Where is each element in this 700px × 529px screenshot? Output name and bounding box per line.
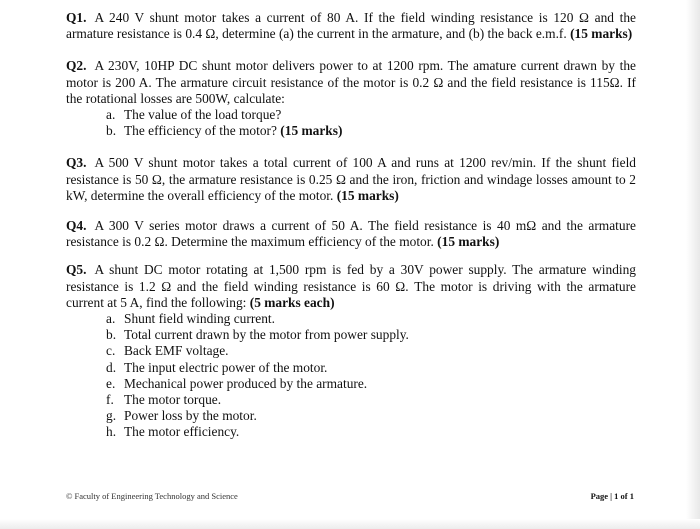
question-2-marks: (15 marks) [280,123,343,139]
list-item: b. The efficiency of the motor? (15 marks) [106,123,343,139]
footer-institution: © Faculty of Engineering Technology and Science [66,491,238,501]
question-5-text: A shunt DC motor rotating at 1,500 rpm is fed by a 30V power supply. The armature winding resistance is 1.2 Ω and the field winding resistance is 60 Ω. The motor is driving with the armature current at 5 A, find the following: [66,262,636,310]
list-item: f. The motor torque. [106,392,222,408]
page-edge-shadow [686,0,700,529]
question-2-stem [66,58,636,107]
list-item: e. Mechanical power produced by the armature. [106,375,368,391]
question-3-marks: (15 marks) [336,187,399,203]
question-5-stem [66,262,636,311]
question-5-subitems [66,311,636,441]
page-number: Page | 1 of 1 [590,491,634,501]
list-item: a. Shunt field winding current. [106,311,275,327]
question-1-number: Q1. [66,10,87,25]
list-item: b. Total current drawn by the motor from power supply. [106,327,409,343]
question-1 [66,10,636,42]
question-2-text: A 230V, 10HP DC shunt motor delivers power to at 1200 rpm. The amature current drawn by the motor is 200 A. The armature circuit resistance of the motor is 0.2 Ω and the field resistance is 115Ω. If the rotational losses are 500W, calculate: [66,58,636,106]
question-4-number: Q4. [66,218,87,234]
question-2-subitems [66,107,636,139]
question-4 [66,218,636,250]
question-5-number: Q5. [66,262,87,278]
page-bottom-shadow [0,519,700,529]
question-4-text: A 300 V series motor draws a current of 50 A. The field resistance is 40 mΩ and the armature resistance is 0.2 Ω. Determine the maximum efficiency of the motor. [66,218,636,250]
question-1-text: A 240 V shunt motor takes a current of 80 A. If the field winding resistance is 120 Ω and the armature resistance is 0.4 Ω, determine (a) the current in the armature, and (b) the back e.m.f. [66,10,636,42]
question-1-marks: (15 marks) [570,26,633,42]
question-sheet [66,10,636,441]
list-item: d. The input electric power of the motor. [106,359,328,375]
list-item: g. Power loss by the motor. [106,408,257,424]
list-item: c. Back EMF voltage. [106,343,229,359]
question-3 [66,155,636,204]
question-5-marks: (5 marks each) [249,294,335,310]
question-3-number: Q3. [66,155,87,171]
list-item: h. The motor efficiency. [106,424,240,440]
question-3-text: A 500 V shunt motor takes a total current of 100 A and runs at 1200 rev/min. If the shunt field resistance is 50 Ω, the armature resistance is 0.25 Ω and the iron, friction and windage losses amount to 2 kW, determine the overall efficiency of the motor. [66,155,636,203]
copyright-icon: © [66,491,73,501]
question-5 [66,262,636,440]
list-item: a. The value of the load torque? [106,107,282,123]
question-2 [66,58,636,139]
question-2-number: Q2. [66,58,87,74]
question-4-marks: (15 marks) [437,234,500,250]
